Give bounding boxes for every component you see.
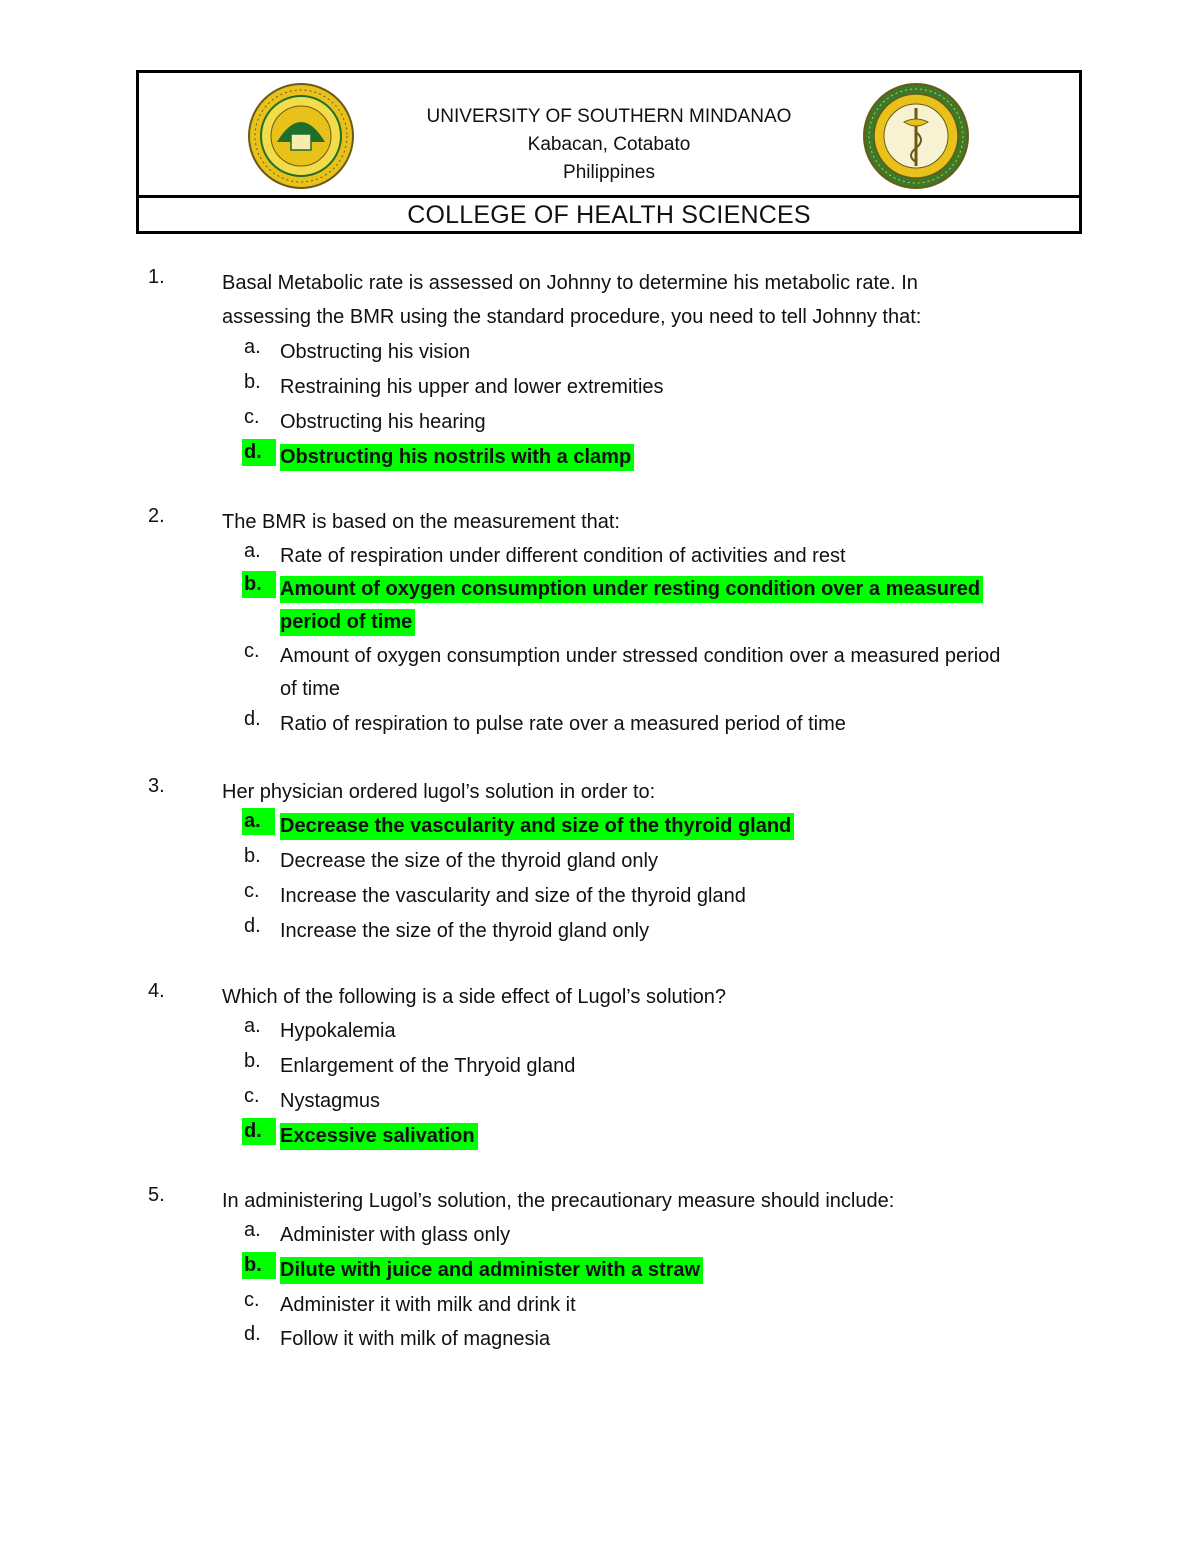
option-text: Administer it with milk and drink it bbox=[280, 1294, 576, 1316]
college-name: COLLEGE OF HEALTH SCIENCES bbox=[407, 200, 811, 229]
option-text: Rate of respiration under different condition of activities and rest bbox=[280, 545, 846, 567]
answer-option bbox=[0, 540, 1200, 574]
option-letter: d. bbox=[244, 708, 261, 730]
question-text: Her physician ordered lugol’s solution in order to: bbox=[222, 781, 656, 803]
option-letter: c. bbox=[244, 1085, 260, 1107]
option-text: Decrease the size of the thyroid gland only bbox=[280, 850, 658, 872]
answer-option bbox=[0, 1289, 1200, 1323]
option-text: Increase the size of the thyroid gland only bbox=[280, 920, 650, 942]
option-text: Follow it with milk of magnesia bbox=[280, 1328, 551, 1350]
option-text: Enlargement of the Thryoid gland bbox=[280, 1055, 576, 1077]
question-number: 3. bbox=[148, 775, 165, 797]
question-number: 4. bbox=[148, 980, 165, 1002]
answer-option bbox=[0, 1085, 1200, 1119]
option-letter: d. bbox=[244, 441, 280, 464]
answer-option bbox=[0, 845, 1200, 879]
option-text: Amount of oxygen consumption under resting condition over a measured period of time bbox=[280, 573, 1010, 639]
answer-option bbox=[0, 371, 1200, 405]
college-seal-icon bbox=[862, 82, 970, 190]
option-letter: d. bbox=[244, 1120, 280, 1143]
option-letter: a. bbox=[244, 540, 261, 562]
option-letter: b. bbox=[244, 371, 261, 393]
answer-option bbox=[0, 640, 1200, 700]
option-text: Obstructing his vision bbox=[280, 341, 471, 363]
question-text: Basal Metabolic rate is assessed on Johnny to determine his metabolic rate. In assessing the BMR using the standard procedure, you need to tell Johnny that: bbox=[222, 272, 922, 328]
option-letter: a. bbox=[244, 336, 261, 358]
answer-option-correct bbox=[0, 441, 1200, 475]
option-letter: d. bbox=[244, 1323, 261, 1345]
option-text: Administer with glass only bbox=[280, 1224, 511, 1246]
option-letter: a. bbox=[244, 1219, 261, 1241]
option-letter: a. bbox=[244, 810, 280, 833]
option-text: Nystagmus bbox=[280, 1090, 381, 1112]
question-text: The BMR is based on the measurement that: bbox=[222, 511, 620, 533]
option-letter: b. bbox=[244, 1254, 280, 1277]
answer-option bbox=[0, 1050, 1200, 1084]
option-letter: d. bbox=[244, 915, 261, 937]
option-letter: c. bbox=[244, 406, 260, 428]
option-letter: b. bbox=[244, 573, 280, 596]
answer-option-correct bbox=[0, 573, 1200, 633]
option-text: Decrease the vascularity and size of the thyroid gland bbox=[280, 810, 1010, 843]
answer-option-correct bbox=[0, 1254, 1200, 1288]
option-text: Dilute with juice and administer with a straw bbox=[280, 1254, 1010, 1287]
option-letter: b. bbox=[244, 845, 261, 867]
answer-option bbox=[0, 336, 1200, 370]
option-text: Obstructing his hearing bbox=[280, 411, 486, 433]
university-info bbox=[339, 103, 879, 187]
answer-option-correct bbox=[0, 810, 1200, 844]
option-letter: c. bbox=[244, 640, 260, 662]
option-letter: b. bbox=[244, 1050, 261, 1072]
answer-option-correct bbox=[0, 1120, 1200, 1154]
answer-option bbox=[0, 915, 1200, 949]
option-text: Hypokalemia bbox=[280, 1020, 396, 1042]
question-number: 1. bbox=[148, 266, 165, 288]
question-text: Which of the following is a side effect of Lugol’s solution? bbox=[222, 986, 727, 1008]
letterhead-top bbox=[139, 73, 1079, 195]
letterhead bbox=[136, 70, 1082, 234]
question-number: 2. bbox=[148, 505, 165, 527]
answer-option bbox=[0, 708, 1200, 742]
option-letter: c. bbox=[244, 1289, 260, 1311]
answer-option bbox=[0, 1323, 1200, 1357]
option-text: Restraining his upper and lower extremities bbox=[280, 376, 664, 398]
option-text: Amount of oxygen consumption under stressed condition over a measured period of time bbox=[280, 645, 1001, 700]
option-text: Excessive salivation bbox=[280, 1120, 1010, 1153]
option-text: Ratio of respiration to pulse rate over a measured period of time bbox=[280, 713, 846, 735]
question-text: In administering Lugol’s solution, the precautionary measure should include: bbox=[222, 1190, 895, 1212]
option-letter: c. bbox=[244, 880, 260, 902]
university-name: UNIVERSITY OF SOUTHERN MINDANAO bbox=[426, 106, 792, 127]
university-city: Kabacan, Cotabato bbox=[527, 134, 691, 155]
question-number: 5. bbox=[148, 1184, 165, 1206]
option-letter: a. bbox=[244, 1015, 261, 1037]
answer-option bbox=[0, 1219, 1200, 1253]
answer-option bbox=[0, 880, 1200, 914]
answer-option bbox=[0, 1015, 1200, 1049]
university-country: Philippines bbox=[563, 162, 655, 183]
answer-option bbox=[0, 406, 1200, 440]
option-text: Increase the vascularity and size of the thyroid gland bbox=[280, 885, 746, 907]
option-text: Obstructing his nostrils with a clamp bbox=[280, 441, 1010, 474]
